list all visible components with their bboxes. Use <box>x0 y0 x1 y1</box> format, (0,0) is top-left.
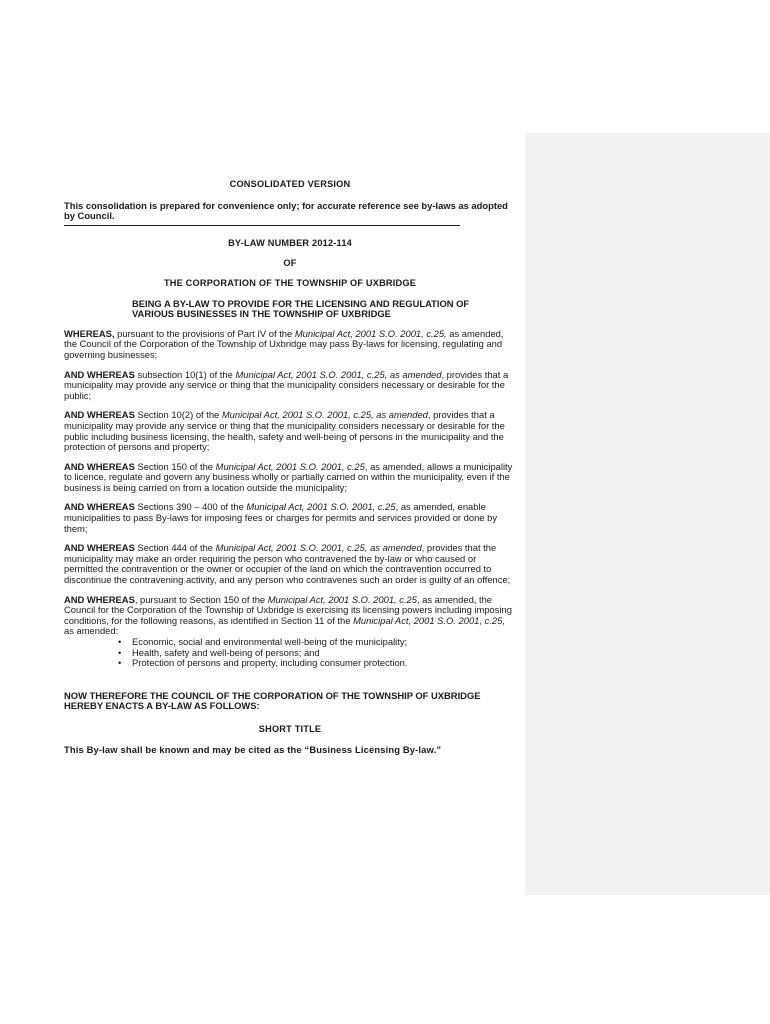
bylaw-number: BY-LAW NUMBER 2012-114 <box>228 237 352 248</box>
whereas-lead: WHEREAS, <box>64 327 115 339</box>
consolidation-notice: This consolidation is prepared for convenience only; for accurate reference see by-laws as adopted by Council. <box>64 199 508 222</box>
enacting-clause: NOW THEREFORE THE COUNCIL OF THE CORPORATION OF THE TOWNSHIP OF UXBRIDGE HEREBY ENACTS A BY-LAW AS FOLLOWS: <box>64 689 481 712</box>
short-title-text: This By-law shall be known and may be cited as the “Business Licensing By-law.” <box>64 743 442 755</box>
paragraph-text: as amended, the Council of the Corporation of the Township of Uxbridge may pass By-laws for licensing, regulating and governing businesses; <box>64 327 504 360</box>
whereas-paragraph-6 <box>64 543 516 585</box>
act-citation: Municipal Act, 2001 S.O. 2001, c.25 <box>215 460 365 472</box>
paragraph-text: pursuant to the provisions of Part IV of the <box>114 327 295 339</box>
whereas-lead: AND WHEREAS <box>64 542 135 554</box>
act-citation: Municipal Act, 2001 S.O. 2001, c.25 <box>353 614 503 626</box>
paragraph-text: Section 444 of the <box>134 542 216 554</box>
paragraph-text: , pursuant to Section 150 of the <box>134 593 268 605</box>
reasons-list <box>64 637 516 669</box>
whereas-lead: AND WHEREAS <box>64 593 135 605</box>
list-item-text: Health, safety and well-being of persons; and <box>132 646 320 658</box>
paragraph-text: , as amended, allows a municipality to licence, regulate and govern any business wholly or partially carried on within the municipality, even if the business is being carried on from a location outside the municipality; <box>64 460 513 493</box>
paragraph-text: , as amended, enable municipalities to pass By-laws for imposing fees or charges for permits and services provided or done by them; <box>64 501 498 534</box>
bullet-icon: • <box>118 646 122 658</box>
divider-rule <box>64 225 460 226</box>
paragraph-text: Section 150 of the <box>134 460 216 472</box>
of-heading: OF <box>283 258 297 269</box>
document-page <box>64 179 516 755</box>
whereas-lead: AND WHEREAS <box>64 501 135 513</box>
whereas-lead: AND WHEREAS <box>64 460 135 472</box>
whereas-lead: AND WHEREAS <box>64 368 135 380</box>
paragraph-text: Section 10(2) of the <box>134 409 222 421</box>
short-title-heading: SHORT TITLE <box>258 723 322 734</box>
list-item-text: Protection of persons and property, including consumer protection. <box>132 657 408 669</box>
act-citation: Municipal Act, 2001 S.O. 2001, c.25, as amended <box>221 409 428 421</box>
act-citation: Municipal Act, 2001 S.O. 2001, c.25 <box>267 593 417 605</box>
whereas-lead: AND WHEREAS <box>64 409 135 421</box>
bylaw-purpose: BEING A BY-LAW TO PROVIDE FOR THE LICENSING AND REGULATION OF VARIOUS BUSINESSES IN THE TOWNSHIP OF UXBRIDGE <box>132 297 470 320</box>
whereas-paragraph-2 <box>64 370 516 402</box>
act-citation: Municipal Act, 2001 S.O. 2001, c.25 <box>246 501 396 513</box>
whereas-paragraph-4 <box>64 462 516 494</box>
paragraph-text: , as amended: <box>64 614 505 637</box>
whereas-paragraph-1 <box>64 329 516 361</box>
paragraph-text: , provides that a municipality may provide any service or thing that the municipality considers necessary or desirable for the public including business licensing, the health, safety and well-being of persons in the municipality and the protection of persons and property; <box>64 409 505 453</box>
list-item <box>64 658 516 669</box>
paragraph-text: subsection 10(1) of the <box>134 368 236 380</box>
consolidated-heading: CONSOLIDATED VERSION <box>229 179 351 189</box>
act-citation: Municipal Act, 2001 S.O. 2001, c.25, as amended <box>235 368 442 380</box>
comment-pane <box>525 133 770 895</box>
paragraph-text: , as amended, the Council for the Corporation of the Township of Uxbridge is exercising its licensing powers including imposing conditions, for the following reasons, as identified in Section 11 of the <box>64 593 512 626</box>
paragraph-text: , provides that the municipality may make an order requiring the person who contravened the by-law or who caused or permitted the contravention or the owner or occupier of the land on which the contravention occurred to discontinue the contravening activity, and any person who contravenes such an order is guilty of an offence; <box>64 542 511 586</box>
list-item-text: Economic, social and environmental well-being of the municipality; <box>132 636 408 647</box>
paragraph-text: , provides that a municipality may provide any service or thing that the municipality considers necessary or desirable for the public; <box>64 368 509 401</box>
act-citation: Municipal Act, 2001 S.O. 2001, c.25, <box>294 327 447 339</box>
whereas-paragraph-5 <box>64 502 516 534</box>
whereas-paragraph-3 <box>64 410 516 452</box>
whereas-paragraph-7 <box>64 595 516 637</box>
act-citation: Municipal Act, 2001 S.O. 2001, c.25, as amended <box>215 542 422 554</box>
paragraph-text: Sections 390 – 400 of the <box>134 501 247 513</box>
bullet-icon: • <box>118 636 122 647</box>
corporation-heading: THE CORPORATION OF THE TOWNSHIP OF UXBRIDGE <box>163 277 417 288</box>
bullet-icon: • <box>118 657 122 669</box>
